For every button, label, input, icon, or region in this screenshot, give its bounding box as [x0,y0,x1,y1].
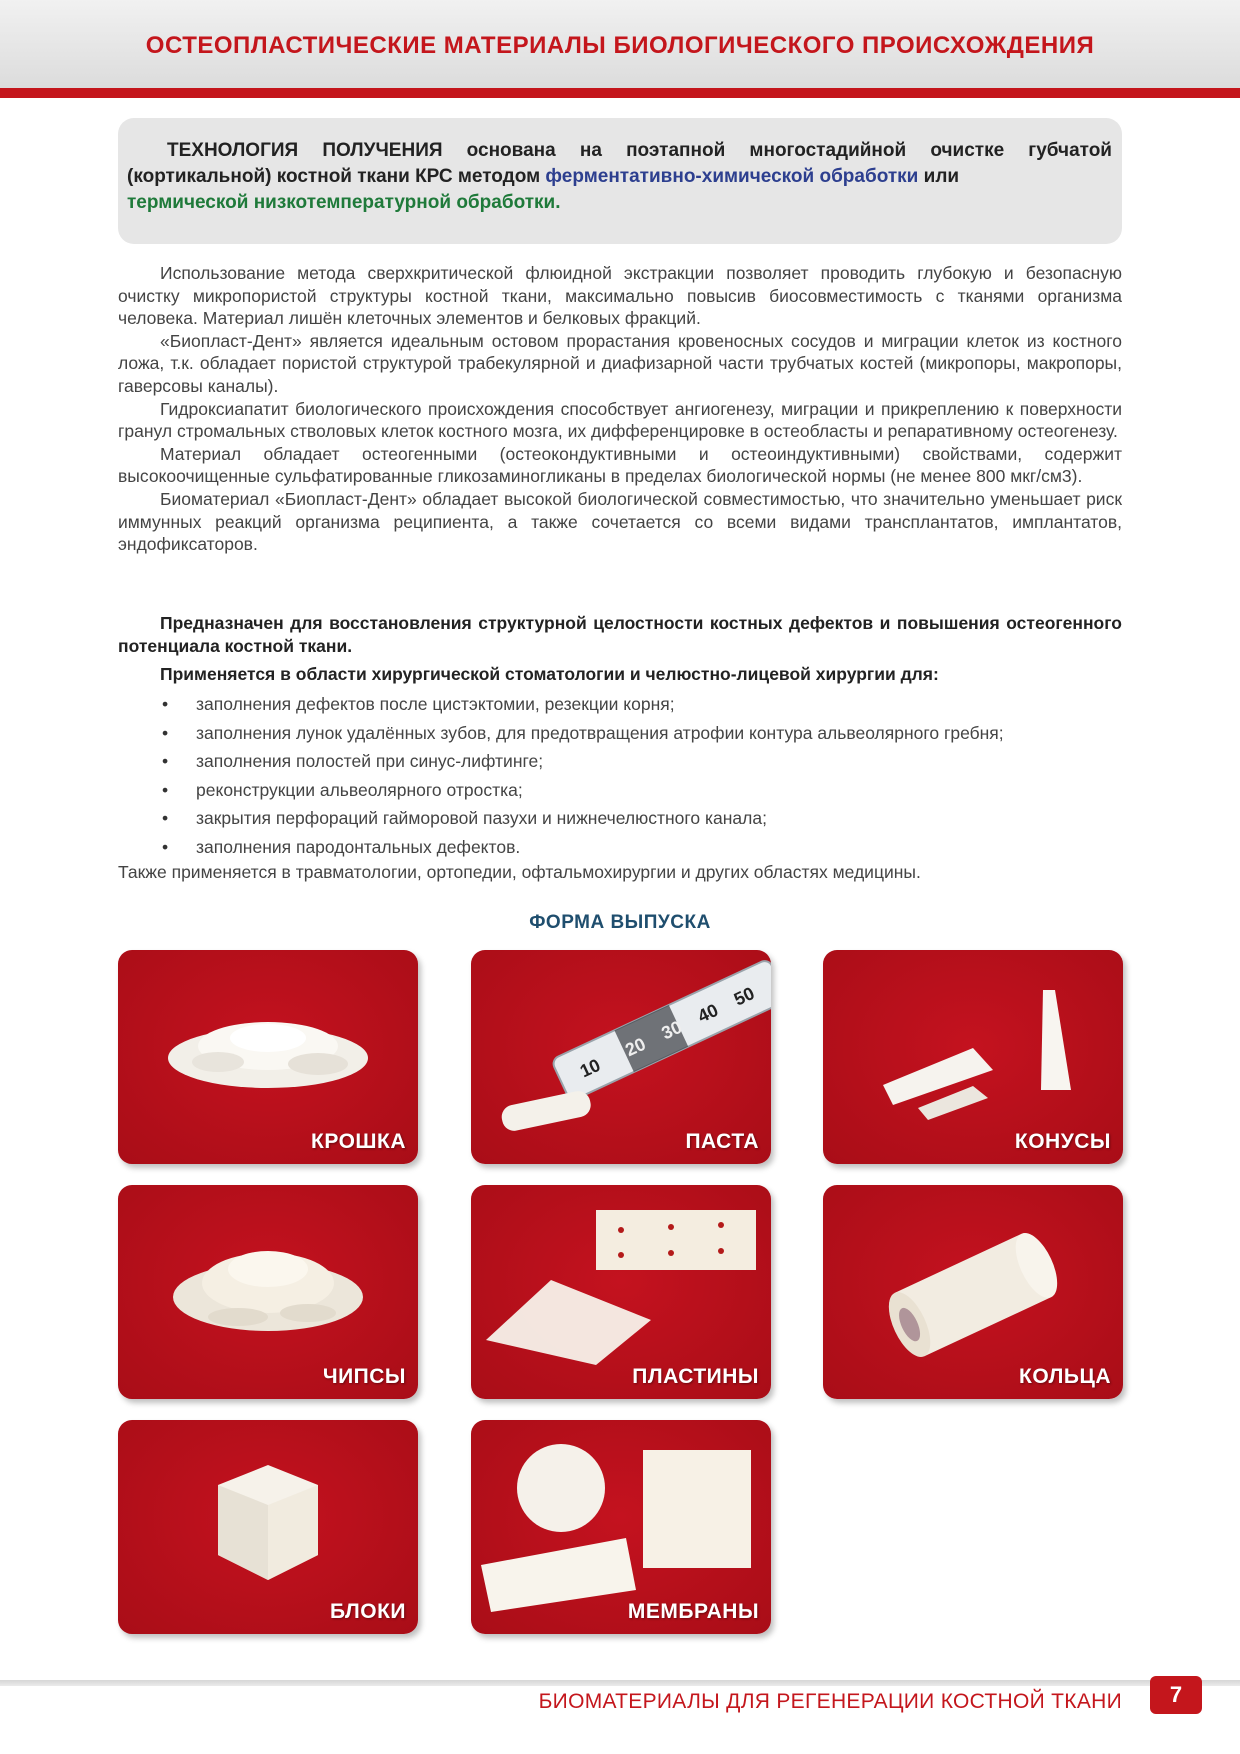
footer-bar [0,1680,1240,1686]
body-text [118,262,1122,556]
product-tile-chips [118,1185,418,1399]
list-item [118,804,1122,833]
list-item [118,776,1122,805]
footer-title: БИОМАТЕРИАЛЫ ДЛЯ РЕГЕНЕРАЦИИ КОСТНОЙ ТКАНИ [538,1690,1122,1713]
list-item [118,719,1122,748]
product-tile-crumb [118,950,418,1164]
body-paragraph: Материал обладает остеогенными (остеокондуктивными и остеоиндуктивными) свойствами, содержит высокоочищенные сульфатированные гликозаминогликаны в пределах биологической нормы (не менее 800 мкг/см3). [118,443,1122,487]
list-item-text: заполнения лунок удалённых зубов, для предотвращения атрофии контура альвеолярного гребня; [196,722,1004,743]
page-header [0,0,1240,92]
body-paragraph: Биоматериал «Биопласт-Дент» обладает высокой биологической совместимостью, что значительно уменьшает риск иммунных реакций организма реципиента, а также сочетается со всеми видами трансплантатов, имплантатов, эндофиксаторов. [118,488,1122,555]
bullet-icon: • [162,779,169,800]
syringe-mark-10: 10 [576,1054,604,1082]
intro-end: . [555,192,561,213]
list-item-text: заполнения дефектов после цистэктомии, резекции корня; [196,694,675,714]
product-tile-blocks [118,1420,418,1634]
syringe-mark-20: 20 [622,1033,649,1061]
tile-label: МЕМБРАНЫ [627,1600,759,1623]
intro-highlight-thermal: термической низкотемпературной обработки [127,192,556,213]
page-title: ОСТЕОПЛАСТИЧЕСКИЕ МАТЕРИАЛЫ БИОЛОГИЧЕСКОГО ПРОИСХОЖДЕНИЯ [145,32,1095,59]
tile-label: КОНУСЫ [1014,1130,1111,1153]
product-tile-paste [471,950,771,1164]
syringe-mark-30: 30 [658,1016,686,1044]
body-paragraph: Гидроксиапатит биологического происхождения способствует ангиогенезу, миграции и прикреплению к поверхности гранул стромальных стволовых клеток костного мозга, их дифференцировке в остеобласты и репаративному остеогенезу. [118,398,1122,442]
list-item-text: заполнения пародонтальных дефектов. [196,836,521,857]
bullet-icon: • [162,694,169,714]
body-paragraph: Использование метода сверхкритической флюидной экстракции позволяет проводить глубокую и безопасную очистку микропористой структуры костной ткани, максимально повысив биосовместимость с тканями организма человека. Материал лишён клеточных элементов и белковых фракций. [118,263,1122,329]
intro-text: ТЕХНОЛОГИЯ ПОЛУЧЕНИЯ основана на поэтапной многостадийной очистке губчатой (кортикальной) костной ткани КРС методом [127,140,1112,187]
intro-highlight-enzymatic: ферментативно-химической обработки [545,166,919,187]
tile-label: КОЛЬЦА [1019,1365,1111,1388]
product-tile-cones [823,950,1123,1164]
intro-connector: или [923,166,960,187]
also-applies-text: Также применяется в травматологии, ортопедии, офтальмохирургии и других областях медицины. [118,862,921,882]
product-tile-rings [823,1185,1123,1399]
tile-label: БЛОКИ [329,1600,406,1623]
list-item [118,690,1122,719]
header-rule [0,88,1240,98]
bullet-icon: • [162,751,169,772]
purpose-block [118,612,1122,686]
list-item-text: заполнения полостей при синус-лифтинге; [196,751,544,772]
bullet-icon: • [162,836,169,857]
purpose-intended: Предназначен для восстановления структурной целостности костных дефектов и повышения остеогенного потенциала костной ткани. [118,613,1122,656]
body-paragraph: «Биопласт-Дент» является идеальным остовом прорастания кровеносных сосудов и миграции клеток из костного ложа, т.к. обладает пористой структурой трабекулярной и диафизарной части трубчатых костей (микропоры, макропоры, гаверсовы каналы). [118,330,1122,396]
list-item-text: закрытия перфораций гайморовой пазухи и нижнечелюстного канала; [196,808,767,829]
product-tile-membranes [471,1420,771,1634]
list-item-text: реконструкции альвеолярного отростка; [196,779,523,800]
intro-box [118,118,1122,244]
syringe-mark-40: 40 [694,999,722,1027]
form-section-title: ФОРМА ВЫПУСКА [529,912,711,933]
bullet-icon: • [162,722,169,743]
tile-label: ПЛАСТИНЫ [632,1365,759,1388]
purpose-applies: Применяется в области хирургической стоматологии и челюстно-лицевой хирургии для: [160,664,939,684]
tile-label: КРОШКА [311,1130,406,1153]
list-item [118,747,1122,776]
tile-label: ЧИПСЫ [322,1365,406,1388]
bullet-icon: • [162,808,169,829]
product-tile-plates [471,1185,771,1399]
list-item [118,833,1122,862]
syringe-mark-50: 50 [730,982,758,1010]
uses-list [118,690,1122,862]
page-number: 7 [1150,1676,1202,1714]
tile-label: ПАСТА [685,1130,759,1153]
